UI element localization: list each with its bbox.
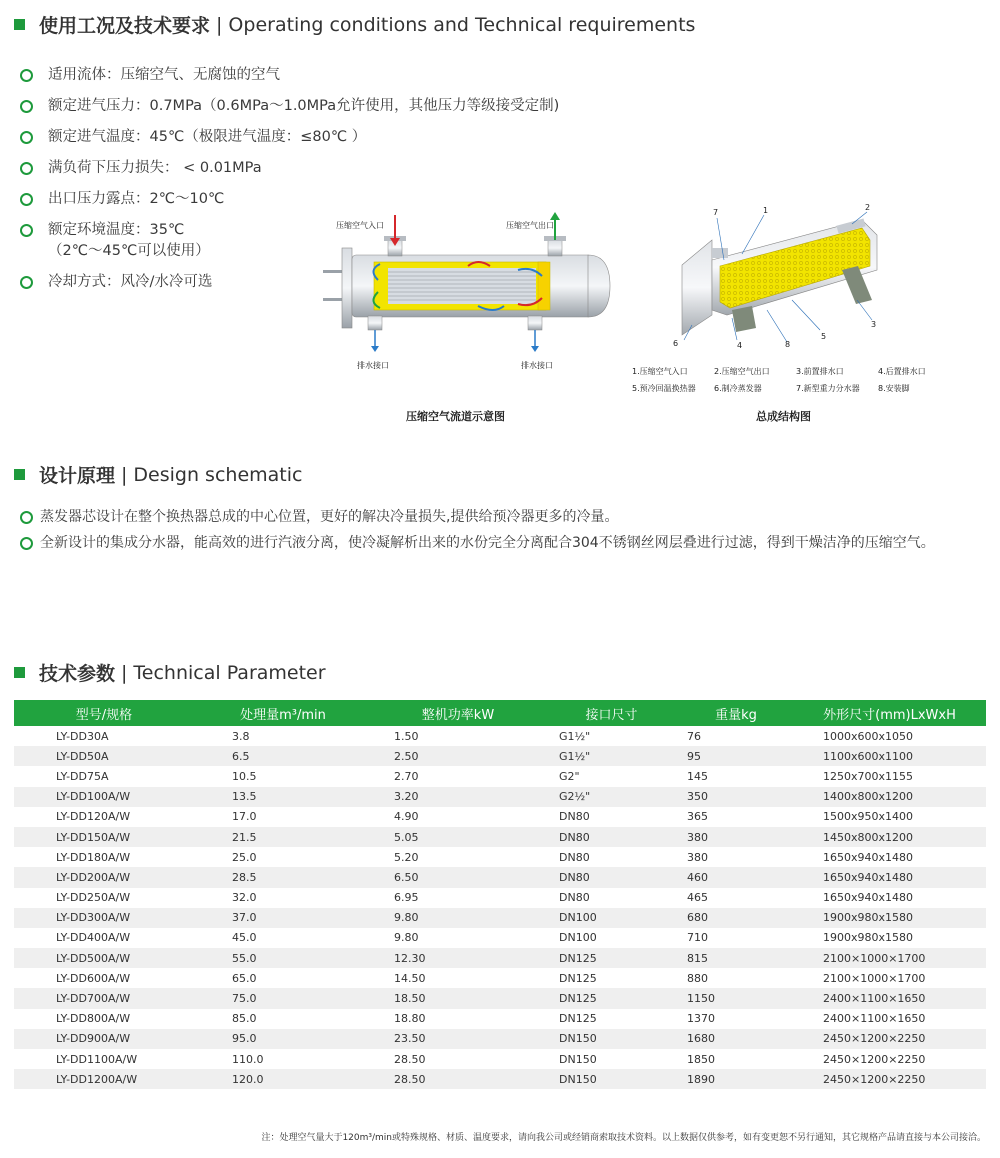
assembly-diagram	[672, 200, 902, 350]
condition-text: 额定进气温度：45℃（极限进气温度：≤80℃ ）	[48, 129, 367, 145]
heading-en: Operating conditions and Technical requirements	[228, 13, 696, 36]
table-row	[14, 968, 986, 988]
table-cell: 9.80	[394, 931, 419, 945]
table-cell: 18.80	[394, 1012, 426, 1026]
heading-separator: |	[216, 13, 223, 36]
table-cell: 380	[687, 850, 708, 864]
part-number-8: 8	[785, 340, 791, 349]
condition-text: 出口压力露点：2℃～10℃	[48, 191, 225, 207]
table-cell: 1650x940x1480	[823, 850, 914, 864]
table-cell: LY-DD75A	[56, 769, 109, 783]
table-cell: DN80	[559, 850, 590, 864]
table-cell: 1100x600x1100	[793, 746, 986, 766]
table-row	[14, 1009, 986, 1029]
list-item	[20, 65, 559, 86]
condition-subtext: （2℃～45℃可以使用）	[48, 243, 210, 259]
legend-item: 8.安装脚	[878, 384, 910, 393]
table-cell: LY-DD800A/W	[56, 1012, 131, 1026]
table-cell: 1850	[687, 1052, 715, 1066]
legend-item: 6.制冷蒸发器	[714, 384, 762, 393]
bullet-circle-icon	[20, 224, 33, 237]
table-cell: DN150	[544, 1029, 679, 1049]
table-cell: 1400x800x1200	[793, 787, 986, 807]
table-cell: 23.50	[372, 1029, 544, 1049]
part-number-2: 2	[865, 203, 871, 212]
bullet-circle-icon	[20, 69, 33, 82]
heading-separator: |	[121, 463, 128, 486]
table-cell: DN80	[559, 891, 590, 905]
table-row	[14, 807, 986, 827]
table-cell: 28.5	[194, 867, 372, 887]
table-row	[14, 787, 986, 807]
part-number-3: 3	[871, 320, 877, 329]
table-cell: 14.50	[394, 971, 426, 985]
list-item	[20, 506, 995, 529]
design-points-list	[20, 506, 995, 558]
section-marker-icon	[14, 19, 25, 30]
table-cell: DN150	[559, 1052, 597, 1066]
table-cell: LY-DD600A/W	[56, 971, 131, 985]
bullet-circle-icon	[20, 193, 33, 206]
inlet-label: 压缩空气入口	[336, 221, 384, 230]
column-header: 处理量m³/min	[194, 700, 372, 726]
table-cell: 120.0	[194, 1069, 372, 1089]
table-cell: LY-DD180A/W	[56, 850, 131, 864]
table-cell: 5.05	[372, 827, 544, 847]
table-cell: 2450×1200×2250	[823, 1052, 926, 1066]
drain-label-left: 排水接口	[357, 361, 389, 370]
table-cell: 3.20	[372, 787, 544, 807]
bullet-circle-icon	[20, 511, 33, 524]
part-number-1: 1	[763, 206, 769, 215]
table-cell: 76	[687, 729, 701, 743]
table-cell: 880	[687, 971, 708, 985]
column-header: 外形尺寸(mm)LxWxH	[793, 700, 986, 726]
table-cell: DN80	[544, 827, 679, 847]
heading-en: Technical Parameter	[133, 661, 326, 684]
table-cell: 85.0	[232, 1012, 257, 1026]
legend-item: 5.预冷回温换热器	[632, 384, 696, 393]
table-cell: 4.90	[394, 810, 419, 824]
condition-text: 冷却方式：风冷/水冷可选	[48, 274, 213, 290]
table-cell: 1890	[679, 1069, 793, 1089]
table-cell: LY-DD250A/W	[56, 891, 131, 905]
list-item	[20, 96, 559, 117]
table-cell: LY-DD100A/W	[14, 787, 194, 807]
heading-cn: 设计原理	[39, 465, 116, 487]
legend-item: 3.前置排水口	[796, 367, 844, 376]
table-cell: LY-DD500A/W	[14, 948, 194, 968]
table-cell: DN125	[559, 1012, 597, 1026]
table-cell: DN125	[559, 971, 597, 985]
table-cell: 37.0	[194, 908, 372, 928]
table-cell: DN125	[544, 948, 679, 968]
table-cell: 1370	[687, 1012, 715, 1026]
table-cell: 1450x800x1200	[793, 827, 986, 847]
table-cell: 21.5	[194, 827, 372, 847]
table-cell: 1650x940x1480	[823, 891, 914, 905]
table-cell: 815	[679, 948, 793, 968]
column-header: 型号/规格	[14, 700, 194, 726]
table-cell: DN150	[544, 1069, 679, 1089]
section-heading-params	[14, 659, 326, 686]
table-cell: 1150	[679, 988, 793, 1008]
table-row	[14, 827, 986, 847]
table-cell: 460	[679, 867, 793, 887]
part-number-5: 5	[821, 332, 827, 341]
table-cell: 32.0	[232, 891, 257, 905]
table-cell: 680	[679, 908, 793, 928]
table-cell: G1½"	[559, 729, 591, 743]
table-row	[14, 726, 986, 746]
table-cell: 2400×1100×1650	[793, 988, 986, 1008]
table-cell: 65.0	[232, 971, 257, 985]
table-cell: LY-DD400A/W	[56, 931, 131, 945]
table-cell: LY-DD150A/W	[14, 827, 194, 847]
table-row	[14, 928, 986, 948]
table-cell: 10.5	[232, 769, 257, 783]
table-body	[14, 726, 986, 1089]
table-cell: 2400×1100×1650	[823, 1012, 926, 1026]
legend-item: 7.新型重力分水器	[796, 384, 860, 393]
table-cell: DN125	[544, 988, 679, 1008]
design-point-text: 蒸发器芯设计在整个换热器总成的中心位置，更好的解决冷量损失,提供给预冷器更多的冷量。	[40, 509, 619, 525]
table-cell: 12.30	[372, 948, 544, 968]
legend-item: 2.压缩空气出口	[714, 367, 770, 376]
table-cell: 2100×1000×1700	[793, 948, 986, 968]
table-cell: DN80	[544, 867, 679, 887]
column-header: 重量kg	[679, 700, 793, 726]
table-cell: 1680	[679, 1029, 793, 1049]
section-heading-operating	[14, 11, 695, 38]
table-cell: 55.0	[194, 948, 372, 968]
table-cell: 28.50	[394, 1052, 426, 1066]
table-row	[14, 908, 986, 928]
table-row	[14, 766, 986, 786]
table-cell: 6.5	[194, 746, 372, 766]
section-marker-icon	[14, 667, 25, 678]
list-item	[20, 158, 559, 179]
table-cell: 13.5	[194, 787, 372, 807]
column-header: 接口尺寸	[544, 700, 679, 726]
table-cell: 2.70	[394, 769, 419, 783]
table-cell: LY-DD300A/W	[14, 908, 194, 928]
table-cell: 1000x600x1050	[823, 729, 914, 743]
condition-text: 额定进气压力：0.7MPa（0.6MPa～1.0MPa允许使用，其他压力等级接受定制)	[48, 98, 560, 114]
table-row	[14, 867, 986, 887]
table-cell: 1900x980x1580	[823, 931, 914, 945]
bullet-circle-icon	[20, 276, 33, 289]
table-cell: LY-DD200A/W	[14, 867, 194, 887]
table-cell: 6.50	[372, 867, 544, 887]
table-cell: 365	[687, 810, 708, 824]
heading-cn: 技术参数	[39, 663, 116, 685]
bullet-circle-icon	[20, 100, 33, 113]
table-cell: 145	[687, 769, 708, 783]
list-item	[20, 189, 559, 210]
heading-cn: 使用工况及技术要求	[39, 15, 211, 37]
list-item	[20, 532, 995, 555]
table-cell: LY-DD30A	[56, 729, 109, 743]
table-cell: 1.50	[394, 729, 419, 743]
table-cell: LY-DD50A	[14, 746, 194, 766]
table-cell: 380	[679, 827, 793, 847]
table-cell: LY-DD1100A/W	[56, 1052, 138, 1066]
bullet-circle-icon	[20, 537, 33, 550]
bullet-circle-icon	[20, 131, 33, 144]
table-cell: 17.0	[232, 810, 257, 824]
table-cell: LY-DD700A/W	[14, 988, 194, 1008]
table-cell: 1250x700x1155	[823, 769, 914, 783]
table-row	[14, 1069, 986, 1089]
table-cell: LY-DD1200A/W	[14, 1069, 194, 1089]
table-cell: 75.0	[194, 988, 372, 1008]
table-cell: 2.50	[372, 746, 544, 766]
table-cell: 5.20	[394, 850, 419, 864]
table-cell: 2450×1200×2250	[793, 1029, 986, 1049]
legend-item: 1.压缩空气入口	[632, 367, 688, 376]
table-cell: 2450×1200×2250	[793, 1069, 986, 1089]
table-cell: 6.95	[394, 891, 419, 905]
table-cell: 25.0	[232, 850, 257, 864]
table-cell: 1500x950x1400	[823, 810, 914, 824]
table-cell: 1650x940x1480	[793, 867, 986, 887]
table-cell: G2½"	[544, 787, 679, 807]
design-point-text: 全新设计的集成分水器，能高效的进行汽液分离，使冷凝解析出来的水份完全分离配合304不锈钢丝网层叠进行过滤，得到干燥洁净的压缩空气。	[40, 535, 935, 551]
table-cell: 465	[687, 891, 708, 905]
table-row	[14, 948, 986, 968]
table-cell: 9.80	[372, 908, 544, 928]
heading-en: Design schematic	[133, 463, 303, 486]
list-item	[20, 127, 559, 148]
condition-text: 满负荷下压力损失： < 0.01MPa	[48, 160, 262, 176]
table-cell: DN80	[559, 810, 590, 824]
table-cell: DN100	[559, 931, 597, 945]
assembly-diagram-caption: 总成结构图	[756, 410, 811, 423]
assembly-legend	[632, 366, 960, 394]
table-row	[14, 1049, 986, 1069]
part-number-4: 4	[737, 341, 743, 350]
section-marker-icon	[14, 469, 25, 480]
flow-diagram-caption: 压缩空气流道示意图	[406, 410, 505, 423]
table-cell: LY-DD120A/W	[56, 810, 131, 824]
table-cell: 95.0	[194, 1029, 372, 1049]
table-cell: 350	[679, 787, 793, 807]
condition-text: 适用流体：压缩空气、无腐蚀的空气	[48, 67, 280, 83]
table-cell: 710	[687, 931, 708, 945]
part-number-7: 7	[713, 208, 719, 217]
part-number-6: 6	[673, 339, 679, 348]
table-cell: 18.50	[372, 988, 544, 1008]
table-cell: 110.0	[232, 1052, 264, 1066]
table-cell: DN100	[544, 908, 679, 928]
legend-item: 4.后置排水口	[878, 367, 926, 376]
table-row	[14, 746, 986, 766]
bullet-circle-icon	[20, 162, 33, 175]
table-cell: 45.0	[232, 931, 257, 945]
table-row	[14, 888, 986, 908]
table-cell: 28.50	[372, 1069, 544, 1089]
table-cell: 95	[679, 746, 793, 766]
table-cell: 2100×1000×1700	[823, 971, 926, 985]
table-cell: G2"	[559, 769, 580, 783]
drain-label-right: 排水接口	[521, 361, 553, 370]
footnote: 注：处理空气量大于120m³/min或特殊规格、材质、温度要求，请向我公司或经销商索取技术资料。以上数据仅供参考，如有变更恕不另行通知，其它规格产品请直接与本公司接洽。	[261, 1133, 986, 1143]
table-cell: LY-DD900A/W	[14, 1029, 194, 1049]
column-header: 整机功率kW	[372, 700, 544, 726]
table-row	[14, 1029, 986, 1049]
technical-parameter-table	[14, 700, 986, 1089]
airflow-diagram	[318, 210, 618, 360]
heading-separator: |	[121, 661, 128, 684]
condition-text: 额定环境温度：35℃	[48, 222, 185, 238]
table-row	[14, 847, 986, 867]
section-heading-design	[14, 461, 302, 488]
table-cell: G1½"	[544, 746, 679, 766]
table-row	[14, 988, 986, 1008]
table-header-row	[14, 700, 986, 726]
table-cell: 3.8	[232, 729, 250, 743]
outlet-label: 压缩空气出口	[506, 221, 554, 230]
table-cell: 1900x980x1580	[793, 908, 986, 928]
